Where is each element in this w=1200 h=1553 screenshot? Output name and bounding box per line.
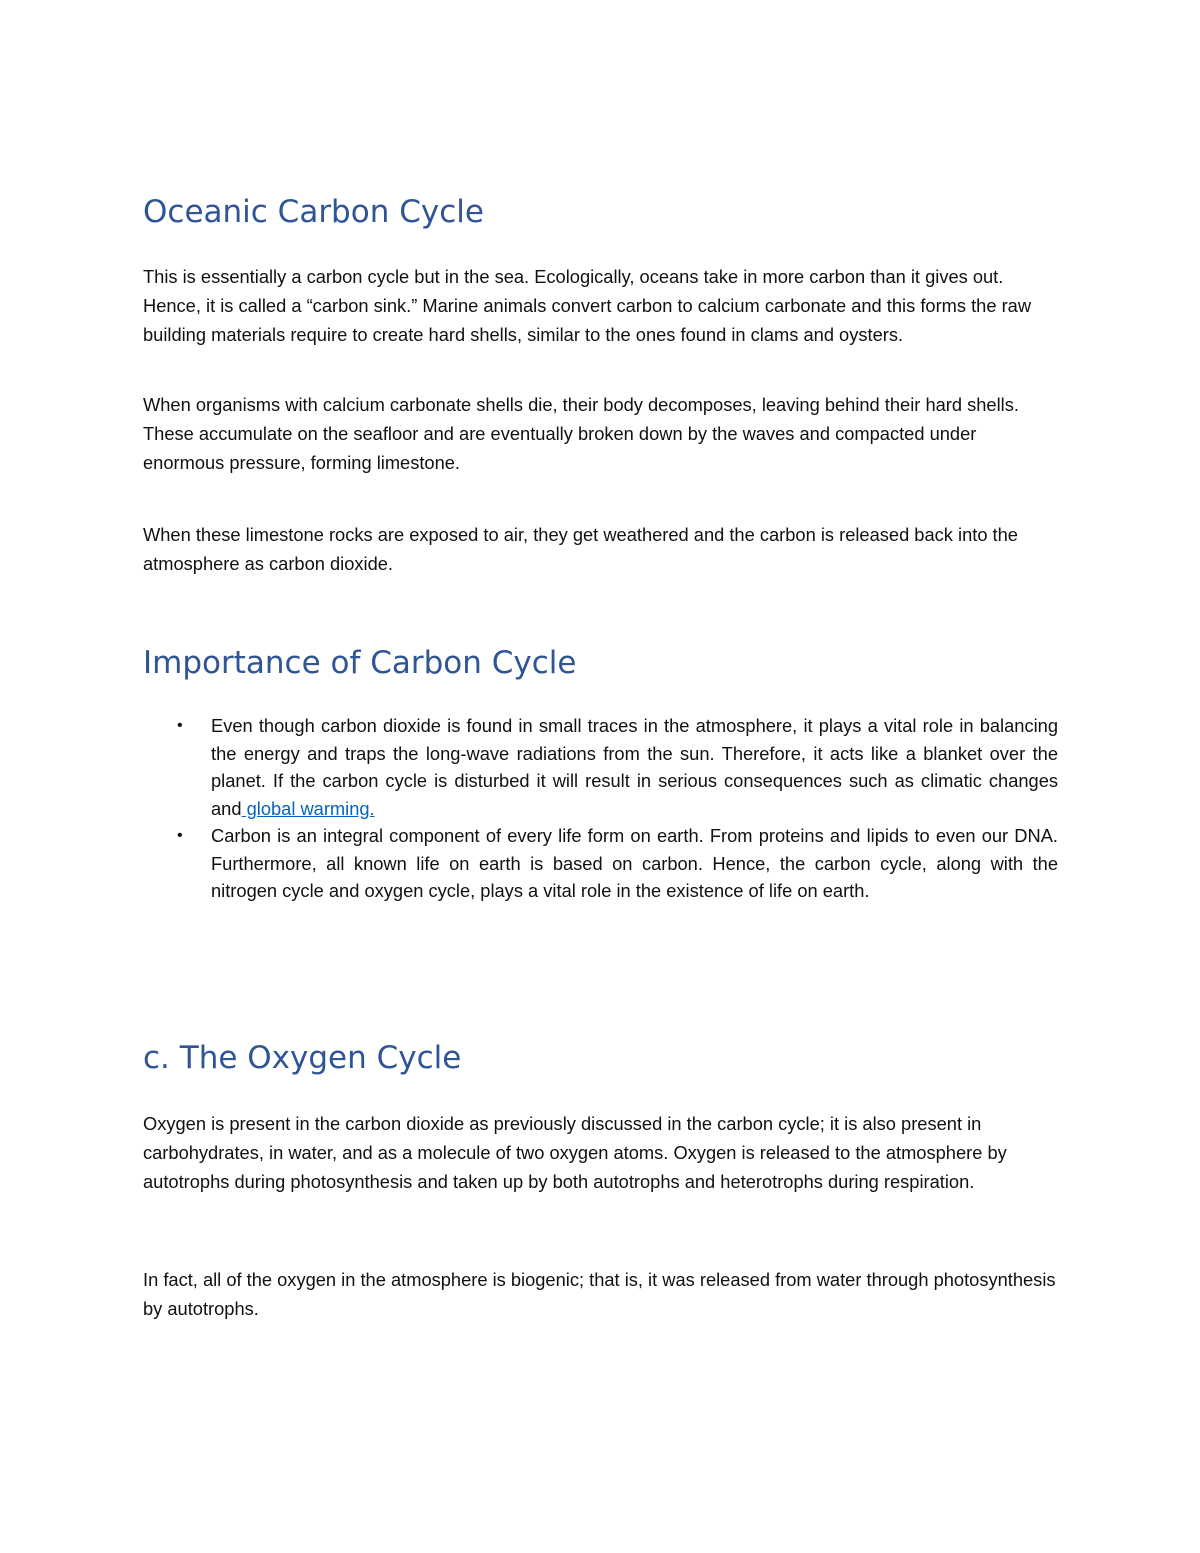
- bullet-marker: •: [177, 717, 183, 734]
- global-warming-link[interactable]: global warming.: [241, 797, 375, 819]
- importance-bullet-list: [143, 712, 1058, 905]
- bullet-1-text: Even though carbon dioxide is found in small traces in the atmosphere, it plays a vital role in balancing the energy and traps the long-wave radiations from the sun. Therefore, it acts like a blanket over the planet. If the carbon cycle is disturbed it will result in serious consequences such as climatic changes and: [211, 715, 1058, 819]
- bullet-2-text: Carbon is an integral component of every life form on earth. From proteins and lipids to even our DNA. Furthermore, all known life on earth is based on carbon. Hence, the carbon cycle, along with the nitrogen cycle and oxygen cycle, plays a vital role in the existence of life on earth.: [211, 825, 1058, 901]
- heading-oxygen-cycle: c. The Oxygen Cycle: [143, 1040, 462, 1076]
- heading-importance-carbon-cycle: Importance of Carbon Cycle: [143, 645, 577, 681]
- paragraph-oceanic-1: This is essentially a carbon cycle but in the sea. Ecologically, oceans take in more carbon than it gives out. Hence, it is called a “carbon sink.” Marine animals convert carbon to calcium carbonate and this forms the raw building materials require to create hard shells, similar to the ones found in clams and oysters.: [143, 266, 1032, 345]
- bullet-item-2: [143, 822, 1058, 905]
- paragraph-oxygen-1: Oxygen is present in the carbon dioxide as previously discussed in the carbon cycle; it is also present in carbohydrates, in water, and as a molecule of two oxygen atoms. Oxygen is released to the atmosphere by autotrophs during photosynthesis and taken up by both autotrophs and heterotrophs during respiration.: [143, 1113, 1007, 1192]
- paragraph-oceanic-2: When organisms with calcium carbonate shells die, their body decomposes, leaving behind their hard shells. These accumulate on the seafloor and are eventually broken down by the waves and compacted under enormous pressure, forming limestone.: [143, 394, 1019, 473]
- paragraph-oxygen-2: In fact, all of the oxygen in the atmosphere is biogenic; that is, it was released from water through photosynthesis by autotrophs.: [143, 1269, 1056, 1319]
- bullet-item-1: [143, 712, 1058, 822]
- heading-oceanic-carbon-cycle: Oceanic Carbon Cycle: [143, 194, 484, 230]
- paragraph-oceanic-3: When these limestone rocks are exposed to air, they get weathered and the carbon is released back into the atmosphere as carbon dioxide.: [143, 524, 1018, 574]
- bullet-marker: •: [177, 827, 183, 844]
